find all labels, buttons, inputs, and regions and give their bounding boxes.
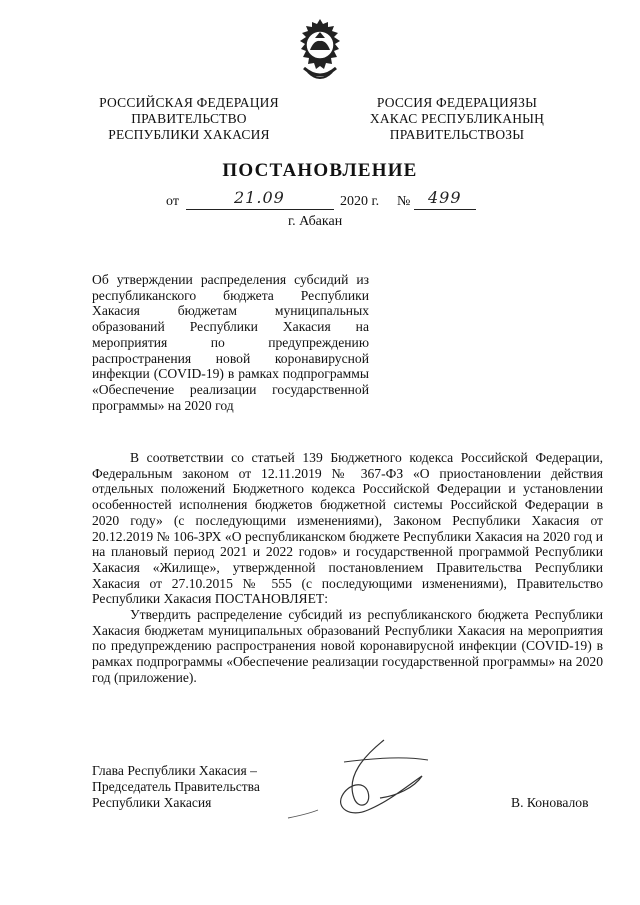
header-left-line: РЕСПУБЛИКИ ХАКАСИЯ: [108, 127, 270, 142]
header-right: [342, 95, 572, 143]
signatory-title-line: Председатель Правительства: [92, 779, 260, 794]
signatory-title-line: Республики Хакасия: [92, 795, 212, 810]
signatory-title-line: Глава Республики Хакасия –: [92, 763, 257, 778]
number-handwritten: 499: [428, 188, 462, 207]
signatory-title: [92, 763, 260, 811]
document-title: ПОСТАНОВЛЕНИЕ: [222, 160, 418, 181]
date-underline: [186, 209, 334, 210]
header-right-line: ХАКАС РЕСПУБЛИКАНЫҢ: [369, 111, 545, 126]
date-handwritten: 21.09: [234, 188, 285, 207]
header-left: [74, 95, 304, 143]
document-body: [92, 450, 603, 686]
handwritten-signature: [284, 736, 434, 828]
header-right-line: ПРАВИТЕЛЬСТВОЗЫ: [389, 127, 525, 142]
date-line: [0, 188, 640, 214]
signatory-name: В. Коновалов: [511, 795, 589, 810]
number-underline: [414, 209, 476, 210]
city: г. Абакан: [288, 214, 343, 229]
body-paragraph: Утвердить распределение субсидий из республиканского бюджета Республики Хакасия бюджетам муниципальных образований Республики Хакасия на мероприятия по предупреждению распространения новой коронавирусной инфекции (COVID-19) в рамках подпрограммы «Обеспечение реализации государственной программы» на 2020 год (приложение).: [92, 607, 603, 685]
coat-of-arms-emblem: [288, 16, 352, 88]
header-left-line: РОССИЙСКАЯ ФЕДЕРАЦИЯ: [99, 95, 279, 110]
header-right-line: РОССИЯ ФЕДЕРАЦИЯЗЫ: [376, 95, 538, 110]
date-year: 2020 г.: [340, 194, 380, 209]
date-prefix: от: [166, 194, 179, 209]
header-left-line: ПРАВИТЕЛЬСТВО: [131, 111, 247, 126]
number-sign: №: [397, 194, 411, 209]
document-subject: Об утверждении распределения субсидий из республиканского бюджета Республики Хакасия бюджетам муниципальных образований Республики Хакасия на мероприятия по предупреждению распространения новой коронавирусной инфекции (COVID-19) в рамках подпрограммы «Обеспечение реализации государственной программы» на 2020 год: [92, 272, 369, 413]
body-paragraph: В соответствии со статьей 139 Бюджетного кодекса Российской Федерации, Федеральным законом от 12.11.2019 № 367-ФЗ «О приостановлении действия отдельных положений Бюджетного кодекса Российской Федерации и установлении особенностей исполнения бюджетов бюджетной системы Российской Федерации в 2020 году» (с последующими изменениями), Законом Республики Хакасия от 20.12.2019 № 106-ЗРХ «О республиканском бюджете Республики Хакасия на 2020 год и на плановый период 2021 и 2022 годов» и государственной программой Республики Хакасия «Жилище», утвержденной постановлением Правительства Республики Хакасия от 27.10.2015 № 555 (с последующими изменениями), Правительство Республики Хакасия ПОСТАНОВЛЯЕТ:: [92, 450, 603, 607]
